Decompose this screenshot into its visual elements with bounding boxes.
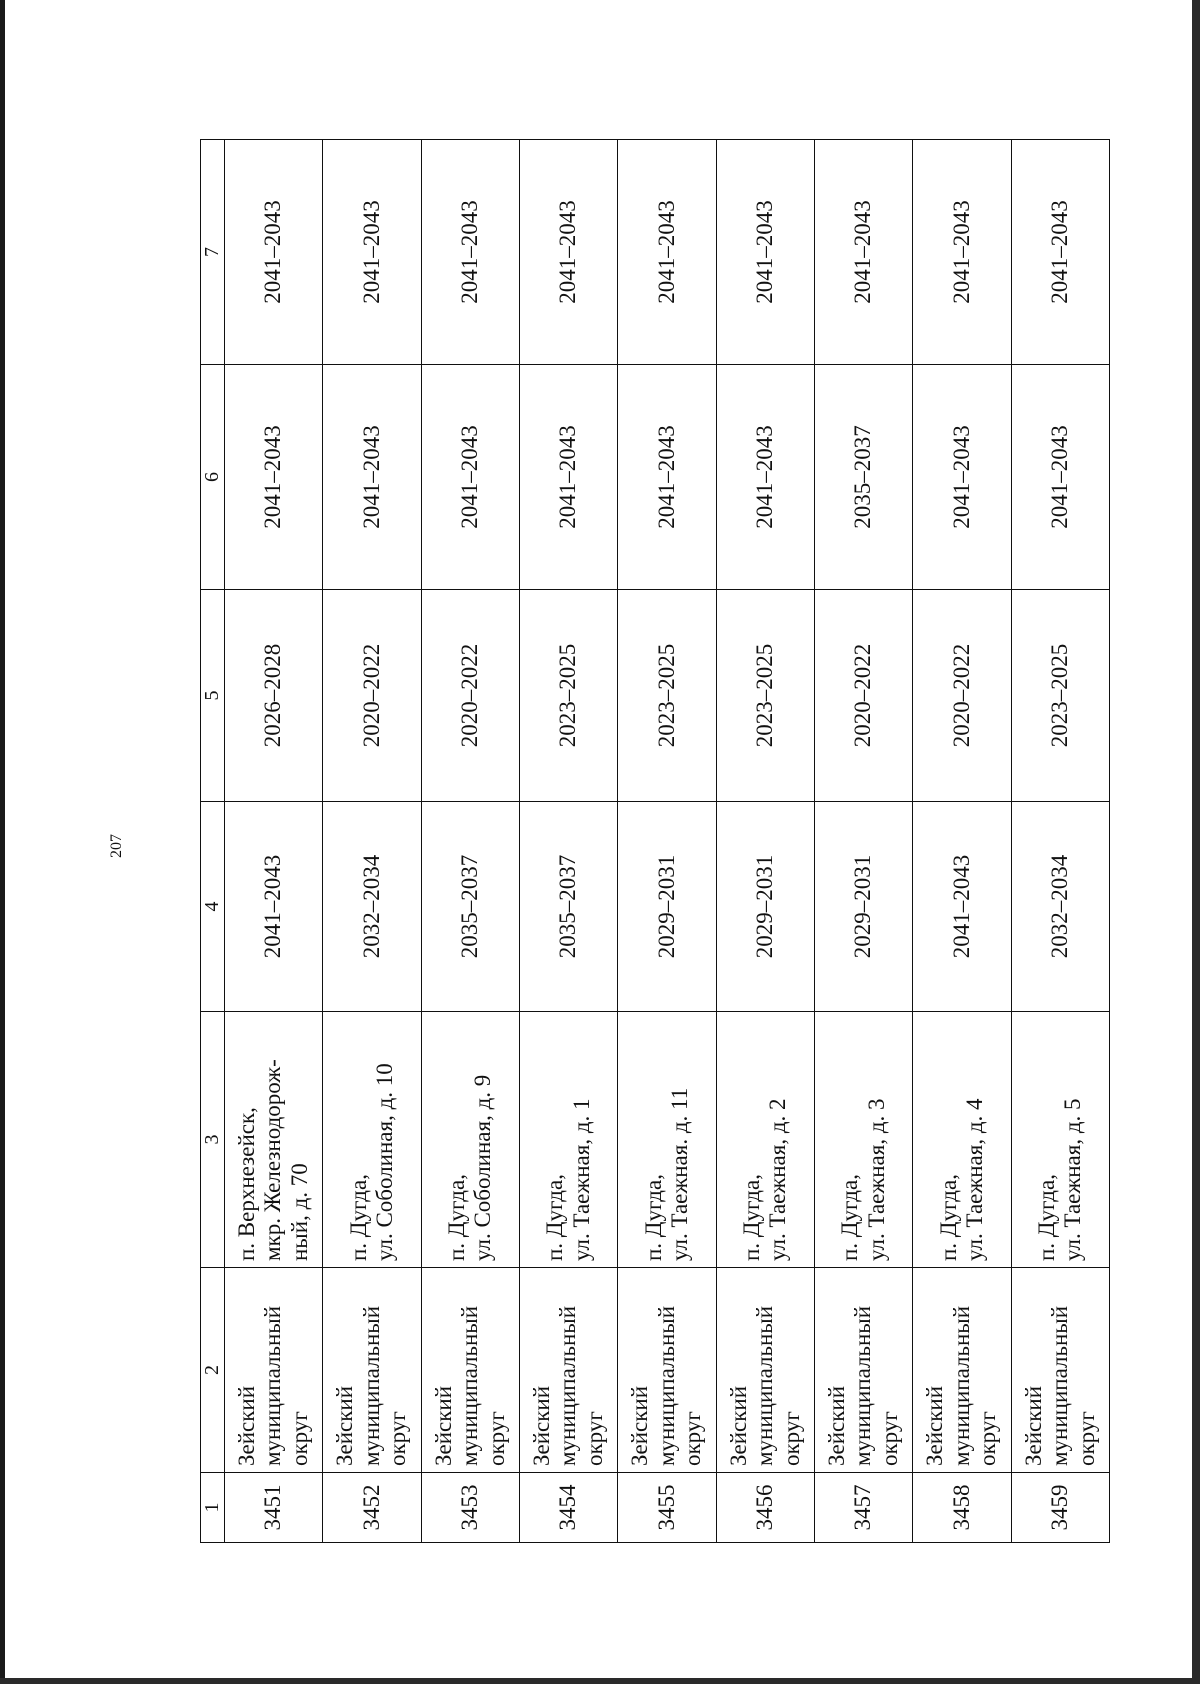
period-col4-cell: 2041–2043 xyxy=(913,802,1011,1012)
table-row xyxy=(716,140,814,1543)
district-cell: Зейский муниципальный округ xyxy=(323,1268,421,1473)
page-number: 207 xyxy=(108,834,125,858)
address-line: п. Дугда, xyxy=(837,1174,863,1261)
period-col6-cell: 2041–2043 xyxy=(1011,365,1109,590)
header-cell-7: 7 xyxy=(201,140,225,365)
address-line: п. Дугда, xyxy=(935,1174,961,1261)
row-number-cell: 3456 xyxy=(716,1473,814,1543)
address-cell xyxy=(618,1012,716,1268)
period-col7-cell: 2041–2043 xyxy=(814,140,912,365)
period-col4-cell: 2041–2043 xyxy=(225,802,323,1012)
row-number-cell: 3454 xyxy=(519,1473,617,1543)
district-cell: Зейский муниципальный округ xyxy=(225,1268,323,1473)
address-line: п. Дугда, xyxy=(542,1174,568,1261)
period-col6-cell: 2041–2043 xyxy=(323,365,421,590)
address-cell xyxy=(913,1012,1011,1268)
address-cell xyxy=(519,1012,617,1268)
address-line: ул. Таежная. д. 11 xyxy=(666,1087,692,1261)
row-number-cell: 3455 xyxy=(618,1473,716,1543)
period-col5-cell: 2020–2022 xyxy=(814,590,912,802)
table-row xyxy=(519,140,617,1543)
period-col6-cell: 2041–2043 xyxy=(913,365,1011,590)
period-col7-cell: 2041–2043 xyxy=(913,140,1011,365)
table-row xyxy=(323,140,421,1543)
district-cell: Зейский муниципальный округ xyxy=(519,1268,617,1473)
header-row xyxy=(201,140,225,1543)
table-row xyxy=(1011,140,1109,1543)
table-body xyxy=(225,140,1110,1543)
address-line: ул. Таежная, д. 5 xyxy=(1060,1098,1086,1261)
header-cell-5: 5 xyxy=(201,590,225,802)
period-col5-cell: 2023–2025 xyxy=(1011,590,1109,802)
period-col4-cell: 2029–2031 xyxy=(814,802,912,1012)
table-row xyxy=(618,140,716,1543)
period-col7-cell: 2041–2043 xyxy=(323,140,421,365)
period-col7-cell: 2041–2043 xyxy=(716,140,814,365)
period-col4-cell: 2029–2031 xyxy=(716,802,814,1012)
header-cell-2: 2 xyxy=(201,1268,225,1473)
address-cell xyxy=(323,1012,421,1268)
header-cell-1: 1 xyxy=(201,1473,225,1543)
scan-border-bottom xyxy=(0,1678,1200,1684)
period-col5-cell: 2020–2022 xyxy=(323,590,421,802)
period-col6-cell: 2041–2043 xyxy=(225,365,323,590)
district-cell: Зейский муниципальный округ xyxy=(618,1268,716,1473)
address-cell xyxy=(225,1012,323,1268)
row-number-cell: 3451 xyxy=(225,1473,323,1543)
scan-border-left xyxy=(0,0,5,1684)
address-line: п. Дугда, xyxy=(443,1174,469,1261)
period-col5-cell: 2023–2025 xyxy=(519,590,617,802)
address-cell xyxy=(814,1012,912,1268)
period-col5-cell: 2020–2022 xyxy=(421,590,519,802)
scan-border-right xyxy=(1192,0,1200,1684)
period-col7-cell: 2041–2043 xyxy=(225,140,323,365)
address-line: ул. Таежная, д. 4 xyxy=(961,1098,987,1261)
period-col5-cell: 2023–2025 xyxy=(716,590,814,802)
period-col4-cell: 2035–2037 xyxy=(421,802,519,1012)
table-container xyxy=(200,140,1110,1543)
address-cell xyxy=(716,1012,814,1268)
period-col4-cell: 2032–2034 xyxy=(323,802,421,1012)
data-table xyxy=(200,139,1110,1543)
period-col5-cell: 2020–2022 xyxy=(913,590,1011,802)
address-line: ул. Таежная, д. 2 xyxy=(765,1098,791,1261)
district-cell: Зейский муниципальный округ xyxy=(814,1268,912,1473)
period-col6-cell: 2041–2043 xyxy=(421,365,519,590)
address-line: ул. Таежная, д. 3 xyxy=(863,1098,889,1261)
address-line: п. Дугда, xyxy=(738,1174,764,1261)
period-col4-cell: 2029–2031 xyxy=(618,802,716,1012)
row-number-cell: 3453 xyxy=(421,1473,519,1543)
address-line: мкр. Железнодорож- xyxy=(260,1059,286,1261)
period-col6-cell: 2041–2043 xyxy=(618,365,716,590)
period-col4-cell: 2035–2037 xyxy=(519,802,617,1012)
address-line: ул. Таежная, д. 1 xyxy=(568,1098,594,1261)
address-cell xyxy=(421,1012,519,1268)
period-col6-cell: 2041–2043 xyxy=(716,365,814,590)
row-number-cell: 3452 xyxy=(323,1473,421,1543)
row-number-cell: 3458 xyxy=(913,1473,1011,1543)
address-line: п. Верхнезейск, xyxy=(234,1107,259,1261)
table-row xyxy=(913,140,1011,1543)
address-line: п. Дугда, xyxy=(345,1174,371,1261)
address-line: ул. Соболиная, д. 9 xyxy=(470,1074,496,1261)
address-cell xyxy=(1011,1012,1109,1268)
address-line: п. Дугда, xyxy=(1033,1174,1059,1261)
table-row xyxy=(225,140,323,1543)
header-cell-3: 3 xyxy=(201,1012,225,1268)
header-cell-6: 6 xyxy=(201,365,225,590)
district-cell: Зейский муниципальный округ xyxy=(913,1268,1011,1473)
address-line: ный, д. 70 xyxy=(286,1163,312,1261)
period-col7-cell: 2041–2043 xyxy=(519,140,617,365)
period-col5-cell: 2026–2028 xyxy=(225,590,323,802)
period-col4-cell: 2032–2034 xyxy=(1011,802,1109,1012)
header-cell-4: 4 xyxy=(201,802,225,1012)
district-cell: Зейский муниципальный округ xyxy=(421,1268,519,1473)
period-col6-cell: 2035–2037 xyxy=(814,365,912,590)
address-line: п. Дугда, xyxy=(640,1174,666,1261)
address-line: ул. Соболиная, д. 10 xyxy=(371,1063,397,1261)
district-cell: Зейский муниципальный округ xyxy=(1011,1268,1109,1473)
row-number-cell: 3459 xyxy=(1011,1473,1109,1543)
district-cell: Зейский муниципальный округ xyxy=(716,1268,814,1473)
period-col7-cell: 2041–2043 xyxy=(618,140,716,365)
table-row xyxy=(421,140,519,1543)
period-col7-cell: 2041–2043 xyxy=(1011,140,1109,365)
period-col6-cell: 2041–2043 xyxy=(519,365,617,590)
period-col5-cell: 2023–2025 xyxy=(618,590,716,802)
table-row xyxy=(814,140,912,1543)
period-col7-cell: 2041–2043 xyxy=(421,140,519,365)
row-number-cell: 3457 xyxy=(814,1473,912,1543)
